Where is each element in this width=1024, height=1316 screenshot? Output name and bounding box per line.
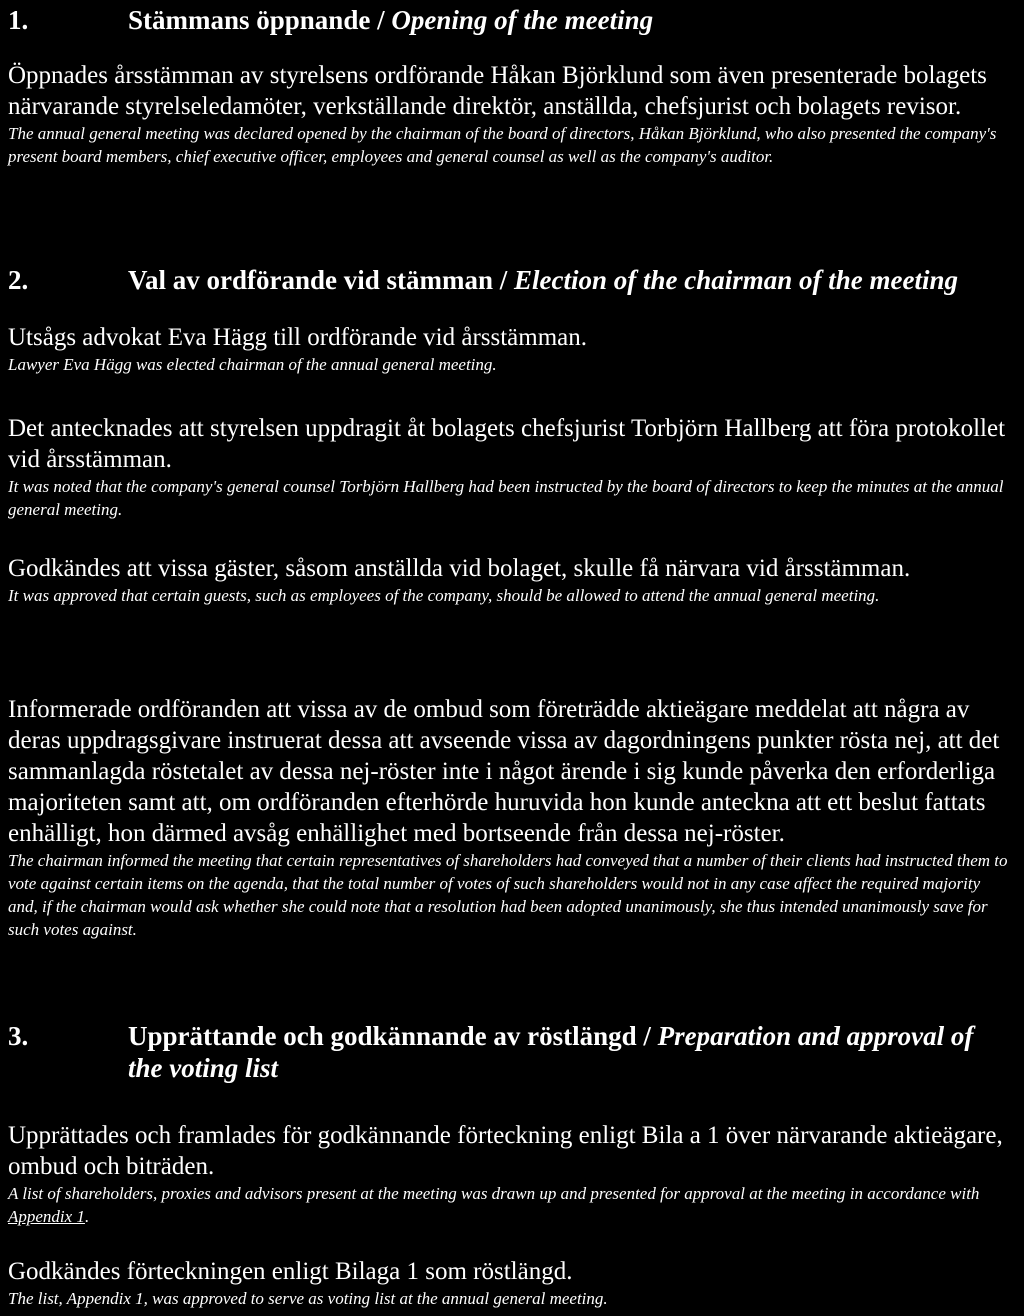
english-translation: It was approved that certain guests, such as employees of the company, should be allowed to attend the annual general meeting. xyxy=(8,586,880,605)
english-translation: Lawyer Eva Hägg was elected chairman of the annual general meeting. xyxy=(8,355,497,374)
section-title: Stämmans öppnande / Opening of the meeting xyxy=(128,5,654,35)
section-number: 1. xyxy=(8,5,29,35)
section-1-heading xyxy=(8,4,1006,36)
english-translation: The annual general meeting was declared opened by the chairman of the board of directors, Håkan Björklund, who also presented the company's present board members, chief executive officer, employees and general counsel as well as the company's auditor. xyxy=(8,124,997,166)
swedish-text: Upprättades och framlades för godkännande förteckning enligt Bila a 1 över närvarande aktieägare, ombud och biträden. xyxy=(8,1122,1003,1180)
swedish-text: Utsågs advokat Eva Hägg till ordförande vid årsstämman. xyxy=(8,324,588,351)
english-translation: It was noted that the company's general counsel Torbjörn Hallberg had been instructed by the board of directors to keep the minutes at the annual general meeting. xyxy=(8,477,1004,519)
english-translation: A list of shareholders, proxies and advisors present at the meeting was drawn up and presented for approval at the meeting in accordance with Appendix 1. xyxy=(8,1184,980,1226)
swedish-text: Det antecknades att styrelsen uppdragit åt bolagets chefsjurist Torbjörn Hallberg att föra protokollet vid årsstämman. xyxy=(8,415,1006,473)
swedish-text: Informerade ordföranden att vissa av de ombud som företrädde aktieägare meddelat att några av deras uppdragsgivare instruerat dessa att avseende vissa av dagordningens punkter rösta nej, att det sammanlagda röstetalet av dessa nej-röster inte i något ärende i sig kunde påverka den erforderliga majoriteten samt att, om ordföranden efterhörde huruvida hon kunde anteckna att ett beslut fattats enhälligt, hon därmed avsåg enhällighet med bortseende från dessa nej-röster. xyxy=(8,696,1000,847)
section-2-heading xyxy=(8,264,1006,296)
english-translation: The chairman informed the meeting that certain representatives of shareholders had conveyed that a number of their clients had instructed them to vote against certain items on the agenda, that the total number of votes of such shareholders would not in any case affect the required majority and, if the chairman would ask whether she could note that a resolution had been adopted unanimously, she thus intended unanimously save for such votes against. xyxy=(8,851,1008,939)
section-2-paragraph-4 xyxy=(8,694,1014,941)
swedish-text: Godkändes förteckningen enligt Bilaga 1 som röstlängd. xyxy=(8,1258,573,1285)
section-3-paragraph-2 xyxy=(8,1256,1006,1310)
appendix-reference: Appendix 1 xyxy=(8,1207,85,1226)
section-title: Upprättande och godkännande av röstlängd / Preparation and approval of the voting list xyxy=(128,1021,974,1083)
section-3-heading xyxy=(8,1020,1006,1084)
swedish-text: Godkändes att vissa gäster, såsom anställda vid bolaget, skulle få närvara vid årsstämman. xyxy=(8,555,911,582)
english-translation: The list, Appendix 1, was approved to serve as voting list at the annual general meeting. xyxy=(8,1289,608,1308)
section-1-paragraph xyxy=(8,60,1006,168)
section-2-paragraph-3 xyxy=(8,553,1006,607)
swedish-text: Öppnades årsstämman av styrelsens ordförande Håkan Björklund som även presenterade bolagets närvarande styrelseledamöter, verkställande direktör, anställda, chefsjurist och bolagets revisor. xyxy=(8,62,987,120)
section-2-paragraph-2 xyxy=(8,413,1006,521)
section-number: 3. xyxy=(8,1021,29,1051)
section-3-paragraph-1 xyxy=(8,1120,1020,1228)
section-2-paragraph-1 xyxy=(8,322,1006,376)
section-number: 2. xyxy=(8,265,29,295)
section-title: Val av ordförande vid stämman / Election of the chairman of the meeting xyxy=(128,265,959,295)
